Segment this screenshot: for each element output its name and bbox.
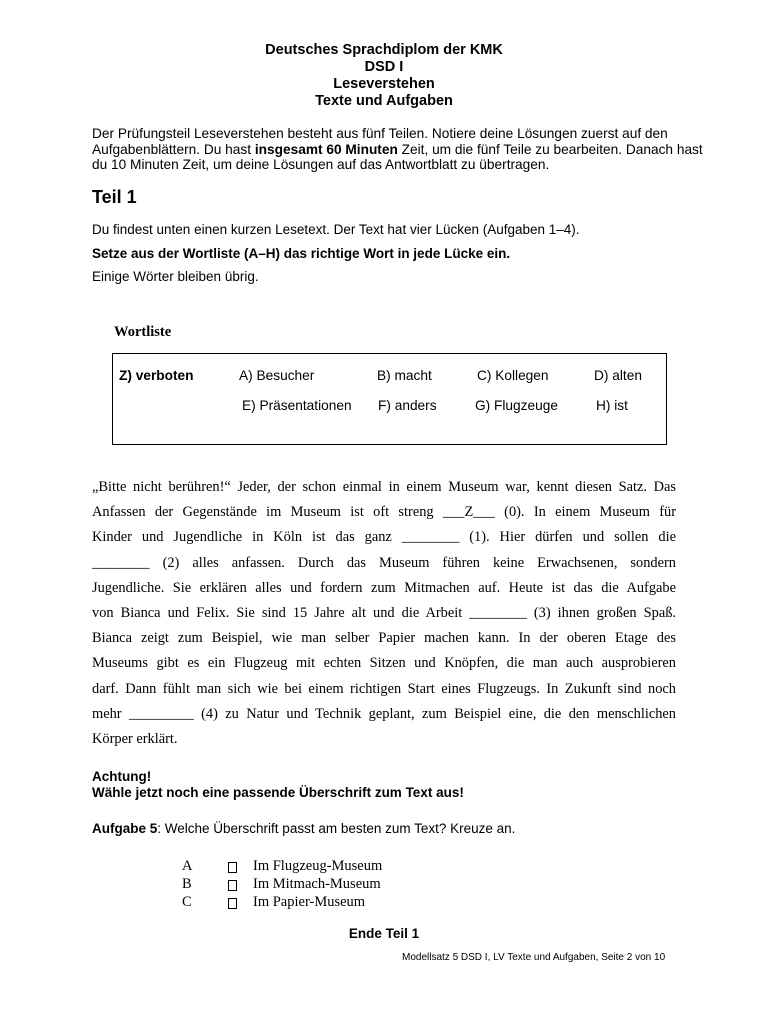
text-line: ________ (2) alles anfassen. Durch das Museum führen keine Erwachsenen, sondern — [92, 554, 676, 571]
option-letter-c: C — [182, 894, 192, 910]
title-line-2: DSD I — [364, 59, 404, 75]
option-text-b: Im Mitmach-Museum — [253, 876, 381, 892]
title-line-3: Leseverstehen — [333, 76, 435, 92]
page-footer: Modellsatz 5 DSD I, LV Texte und Aufgaben, Seite 2 von 10 — [402, 952, 666, 963]
intro-bold: insgesamt 60 Minuten — [254, 141, 398, 157]
aufgabe-5 — [92, 821, 515, 836]
wortliste-title: Wortliste — [114, 324, 172, 340]
text-line: Körper erklärt. — [92, 730, 178, 747]
title-line-4: Texte und Aufgaben — [315, 93, 453, 109]
text-line: Anfassen der Gegenstände im Museum ist oft streng ___Z___ (0). In einem Museum für — [92, 504, 676, 521]
intro-paragraph — [92, 126, 712, 173]
checkbox-b[interactable] — [228, 880, 237, 891]
option-letter-a: A — [182, 858, 193, 874]
achtung-text: Wähle jetzt noch eine passende Überschrift zum Text aus! — [92, 785, 464, 800]
intro-text-2: Zeit, um die fünf Teile zu bearbeiten. Danach hast du 10 Minuten Zeit, um deine Lösungen auf das Antwortblatt zu übertragen. — [92, 141, 703, 172]
option-letter-b: B — [182, 876, 192, 892]
word-d: D) alten — [594, 368, 642, 383]
instruction-line-1: Du findest unten einen kurzen Lesetext. Der Text hat vier Lücken (Aufgaben 1–4). — [92, 222, 580, 237]
text-line: Museums gibt es ein Flugzeug mit echten Sitzen und Knöpfen, die man auch ausprobieren — [92, 655, 676, 672]
text-line: Kinder und Jugendliche in Köln ist das ganz ________ (1). Hier dürfen und sollen die — [92, 529, 676, 546]
word-h: H) ist — [596, 398, 628, 413]
reading-text — [92, 475, 676, 752]
instruction-line-3: Einige Wörter bleiben übrig. — [92, 269, 259, 284]
intro-text-1: Der Prüfungsteil Leseverstehen besteht aus fünf Teilen. Notiere deine Lösungen zuerst auf den Aufgabenblättern. Du hast — [92, 126, 668, 157]
option-text-a: Im Flugzeug-Museum — [253, 858, 383, 874]
section-heading: Teil 1 — [92, 187, 137, 207]
word-b: B) macht — [377, 368, 432, 383]
text-line: Jugendliche. Sie erklären alles und fordern zum Mitmachen auf. Heute ist das die Aufgabe — [92, 579, 676, 596]
text-line: mehr _________ (4) zu Natur und Technik geplant, zum Beispiel eine, die den menschlichen — [92, 705, 676, 722]
text-line: Bianca zeigt zum Beispiel, wie man selber Papier machen kann. In der oberen Etage des — [92, 630, 676, 647]
text-line: darf. Dann fühlt man sich wie bei einem richtigen Start eines Flugzeugs. In Zukunft sind noch — [92, 680, 676, 697]
checkbox-a[interactable] — [228, 862, 237, 873]
instruction-line-2: Setze aus der Wortliste (A–H) das richtige Wort in jede Lücke ein. — [92, 246, 511, 261]
aufgabe-5-label: Aufgabe 5 — [92, 821, 158, 836]
achtung-label: Achtung! — [92, 769, 152, 784]
word-e: E) Präsentationen — [242, 398, 352, 413]
ende-teil: Ende Teil 1 — [348, 926, 420, 941]
text-line: von Bianca und Felix. Sie sind 15 Jahre alt und die Arbeit ________ (3) ihnen großen Spaß. — [92, 604, 676, 621]
word-g: G) Flugzeuge — [475, 398, 558, 413]
word-f: F) anders — [378, 398, 437, 413]
title-line-1: Deutsches Sprachdiplom der KMK — [265, 42, 503, 58]
checkbox-c[interactable] — [228, 898, 237, 909]
text-line: „Bitte nicht berühren!“ Jeder, der schon einmal in einem Museum war, kennt diesen Satz. Das — [92, 479, 676, 495]
word-c: C) Kollegen — [477, 368, 549, 383]
wortliste-example: Z) verboten — [119, 368, 194, 383]
option-text-c: Im Papier-Museum — [253, 894, 366, 910]
aufgabe-5-text: : Welche Überschrift passt am besten zum Text? Kreuze an. — [157, 821, 516, 836]
word-a: A) Besucher — [239, 368, 315, 383]
